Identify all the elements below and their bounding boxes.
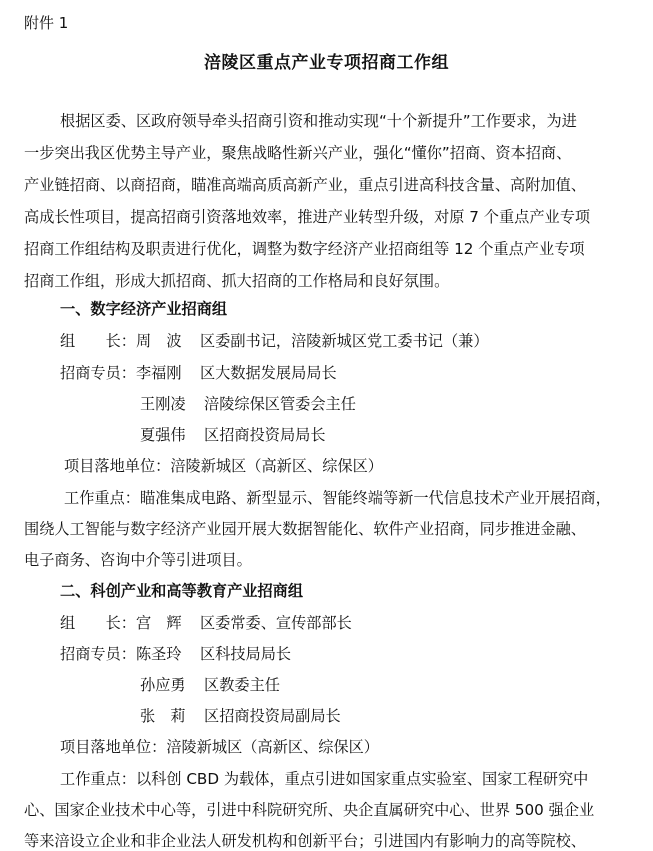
intro-line: 高成长性项目，提高招商引资落地效率，推进产业转型升级，对原 7 个重点产业专项 xyxy=(24,208,591,226)
specialist-name: 夏强伟 xyxy=(140,426,186,444)
specialist-label: 招商专员： xyxy=(60,364,136,382)
specialist-title: 区科技局局长 xyxy=(199,645,292,663)
intro-line: 一步突出我区优势主导产业，聚焦战略性新兴产业，强化“懂你”招商、资本招商、 xyxy=(24,144,572,162)
specialist-label: 招商专员： xyxy=(60,645,136,663)
focus-line: 电子商务、咨询中介等引进项目。 xyxy=(24,551,252,569)
specialist-row xyxy=(60,362,337,383)
specialist-name: 李福刚 xyxy=(135,364,182,382)
leader-row xyxy=(60,612,352,633)
leader-label: 组 长： xyxy=(60,332,136,350)
intro-line: 招商工作组，形成大抓招商、抓大招商的工作格局和良好氛围。 xyxy=(24,272,450,290)
section-heading: 二、科创产业和高等教育产业招商组 xyxy=(60,582,303,600)
specialist-name: 王刚凌 xyxy=(140,395,186,413)
specialist-title: 涪陵综保区管委会主任 xyxy=(204,395,356,413)
intro-line: 产业链招商、以商招商，瞄准高端高质高新产业，重点引进高科技含量、高附加值、 xyxy=(24,176,586,194)
attachment-label: 附件 1 xyxy=(24,14,69,32)
leader-name: 周 波 xyxy=(135,332,182,350)
specialist-name: 孙应勇 xyxy=(140,676,186,694)
specialist-name: 张 莉 xyxy=(140,707,186,725)
focus-line: 工作重点：以科创 CBD 为载体，重点引进如国家重点实验室、国家工程研究中 xyxy=(60,770,589,788)
specialist-name: 陈圣玲 xyxy=(135,645,182,663)
specialist-title: 区大数据发展局局长 xyxy=(199,364,337,382)
leader-title: 区委常委、宣传部部长 xyxy=(199,614,352,632)
leader-title: 区委副书记，涪陵新城区党工委书记（兼） xyxy=(199,332,489,350)
specialist-row xyxy=(140,393,356,414)
focus-line: 围绕人工智能与数字经济产业园开展大数据智能化、软件产业招商，同步推进金融、 xyxy=(24,520,586,538)
specialist-row xyxy=(140,674,280,695)
section-heading: 一、数字经济产业招商组 xyxy=(60,300,228,318)
intro-line: 招商工作组结构及职责进行优化，调整为数字经济产业招商组等 12 个重点产业专项 xyxy=(24,240,585,258)
focus-line: 等来涪设立企业和非企业法人研发机构和创新平台；引进国内有影响力的高等院校、 xyxy=(24,832,586,850)
specialist-title: 区招商投资局局长 xyxy=(204,426,326,444)
specialist-row xyxy=(140,705,341,726)
leader-label: 组 长： xyxy=(60,614,136,632)
project-location: 项目落地单位：涪陵新城区（高新区、综保区） xyxy=(60,738,379,756)
intro-line: 根据区委、区政府领导牵头招商引资和推动实现“十个新提升”工作要求，为进 xyxy=(60,112,577,130)
specialist-title: 区招商投资局副局长 xyxy=(204,707,341,725)
focus-line: 心、国家企业技术中心等，引进中科院研究所、央企直属研究中心、世界 500 强企业 xyxy=(24,801,595,819)
document-title: 涪陵区重点产业专项招商工作组 xyxy=(204,53,449,73)
project-location: 项目落地单位：涪陵新城区（高新区、综保区） xyxy=(64,457,383,475)
specialist-title: 区教委主任 xyxy=(204,676,280,694)
focus-line: 工作重点：瞄准集成电路、新型显示、智能终端等新一代信息技术产业开展招商， xyxy=(64,489,611,507)
leader-name: 宫 辉 xyxy=(135,614,182,632)
leader-row xyxy=(60,330,489,351)
specialist-row xyxy=(60,643,291,664)
specialist-row xyxy=(140,424,326,445)
